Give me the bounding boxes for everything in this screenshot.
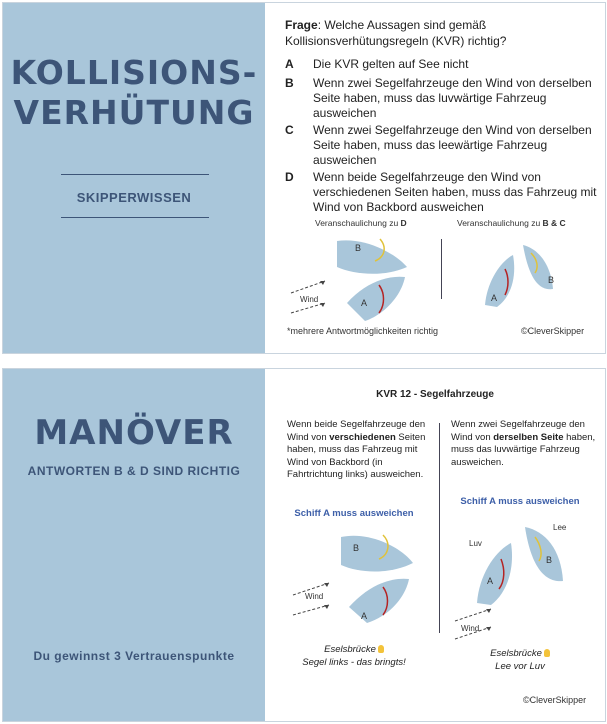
boat-b-hull bbox=[525, 527, 563, 581]
boat-a-hull bbox=[485, 255, 514, 307]
card-title-line1: KOLLISIONS- bbox=[10, 53, 258, 92]
left-heading: Schiff A muss ausweichen bbox=[294, 508, 414, 519]
option-key: B bbox=[285, 76, 294, 90]
mnemonic-text: Segel links - das bringts! bbox=[302, 657, 406, 668]
question-card bbox=[2, 2, 606, 354]
caption-bold: B & C bbox=[542, 218, 566, 228]
luv-label: Luv bbox=[469, 539, 482, 548]
rule-text-left bbox=[287, 419, 427, 482]
answer-card-right-panel bbox=[265, 369, 605, 721]
divider-bottom bbox=[61, 217, 209, 218]
option-text: Die KVR gelten auf See nicht bbox=[313, 57, 469, 71]
rule-text-bold: derselben Seite bbox=[493, 431, 564, 443]
lightbulb-icon bbox=[378, 645, 384, 653]
column-divider bbox=[439, 423, 440, 633]
option-key: A bbox=[285, 57, 294, 71]
wind-arrow-bottom bbox=[293, 605, 329, 615]
illustration-same-side bbox=[475, 241, 585, 321]
rule-text-part: Wenn beide Segelfahrzeuge den Wind von bbox=[287, 419, 426, 443]
mnemonic-left bbox=[279, 643, 429, 669]
boat-a-hull bbox=[347, 277, 405, 321]
answer-card-left-panel bbox=[3, 369, 265, 721]
rule-text-part: haben, muss das luvwärtige Fahrzeug ausweichen. bbox=[451, 431, 596, 468]
rule-text-right bbox=[451, 419, 596, 469]
card-subtitle: SKIPPERWISSEN bbox=[76, 190, 192, 205]
illustration-same-side bbox=[465, 519, 605, 639]
option-key: D bbox=[285, 170, 294, 184]
mnemonic-label: Eselsbrücke bbox=[324, 644, 376, 655]
mnemonic-text: Lee vor Luv bbox=[495, 661, 545, 672]
boat-b-label: B bbox=[353, 543, 360, 553]
card-title-line2: VERHÜTUNG bbox=[13, 93, 255, 132]
option-key: C bbox=[285, 123, 294, 137]
option-text: Wenn zwei Segelfahrzeuge den Wind von derselben Seite haben, muss das luvwärtige Fahrzeug ausweichen bbox=[313, 76, 592, 120]
boat-a-hull bbox=[349, 579, 409, 623]
caption-bold: D bbox=[400, 218, 407, 228]
boat-a-label: A bbox=[361, 611, 368, 621]
question-card-right-panel bbox=[265, 3, 605, 353]
mnemonic-right bbox=[445, 647, 595, 673]
rule-text-part: Wenn zwei Segelfahrzeuge den Wind von bbox=[451, 419, 585, 443]
boat-b-label-right: B bbox=[546, 555, 553, 565]
boat-a-label-right: A bbox=[491, 293, 498, 303]
boat-a-hull bbox=[477, 543, 512, 605]
wind-arrow-bottom bbox=[291, 303, 325, 313]
question-label: Frage bbox=[285, 18, 318, 32]
option-text: Wenn beide Segelfahrzeuge den Wind von verschiedenen Seiten haben, muss das Fahrzeug mit Wind von Backbord ausweichen bbox=[313, 170, 597, 214]
illustration-divider bbox=[441, 239, 442, 299]
rule-text-bold: verschiedenen bbox=[329, 431, 396, 443]
answer-text: ANTWORTEN B & D SIND RICHTIG bbox=[27, 464, 241, 478]
question-card-left-panel bbox=[3, 3, 265, 353]
boat-b-hull bbox=[341, 536, 413, 572]
rule-text-part: Seiten haben, muss das Fahrzeug mit Wind von Backbord (in Fahrtrichtung links) ausweichen. bbox=[287, 431, 426, 480]
lee-label: Lee bbox=[553, 523, 567, 532]
wind-label: Wind bbox=[300, 295, 319, 304]
boat-b-label: B bbox=[355, 243, 362, 253]
copyright: ©CleverSkipper bbox=[523, 695, 587, 705]
right-heading: Schiff A muss ausweichen bbox=[460, 496, 580, 507]
illustration-caption-right bbox=[457, 218, 566, 228]
mnemonic-label: Eselsbrücke bbox=[490, 648, 542, 659]
caption-prefix: Veranschaulichung zu bbox=[457, 218, 543, 228]
illustration-caption-left bbox=[315, 218, 407, 228]
answer-card-title: MANÖVER bbox=[34, 413, 234, 453]
wind-arrow-top bbox=[455, 609, 491, 621]
boat-b-hull bbox=[337, 240, 407, 273]
copyright: ©CleverSkipper bbox=[521, 326, 585, 336]
footnote: *mehrere Antwortmöglichkeiten richtig bbox=[287, 326, 439, 336]
divider-top bbox=[61, 174, 209, 175]
boat-b-label-right: B bbox=[548, 275, 555, 285]
points-text: Du gewinnst 3 Vertrauenspunkte bbox=[33, 649, 235, 663]
answer-card bbox=[2, 368, 606, 722]
question bbox=[285, 17, 605, 49]
lightbulb-icon bbox=[544, 649, 550, 657]
question-text: : Welche Aussagen sind gemäß Kollisionsverhütungsregeln (KVR) richtig? bbox=[285, 18, 507, 48]
wind-label-right: Wind bbox=[461, 624, 480, 633]
wind-label: Wind bbox=[305, 592, 324, 601]
wind-arrow-top bbox=[291, 281, 325, 293]
boat-a-label: A bbox=[361, 298, 368, 308]
option-text: Wenn zwei Segelfahrzeuge den Wind von derselben Seite haben, muss das leewärtige Fahrzeug ausweichen bbox=[313, 123, 592, 167]
caption-prefix: Veranschaulichung zu bbox=[315, 218, 401, 228]
boat-a-label-right: A bbox=[487, 576, 494, 586]
rule-header: KVR 12 - Segelfahrzeuge bbox=[376, 389, 494, 400]
